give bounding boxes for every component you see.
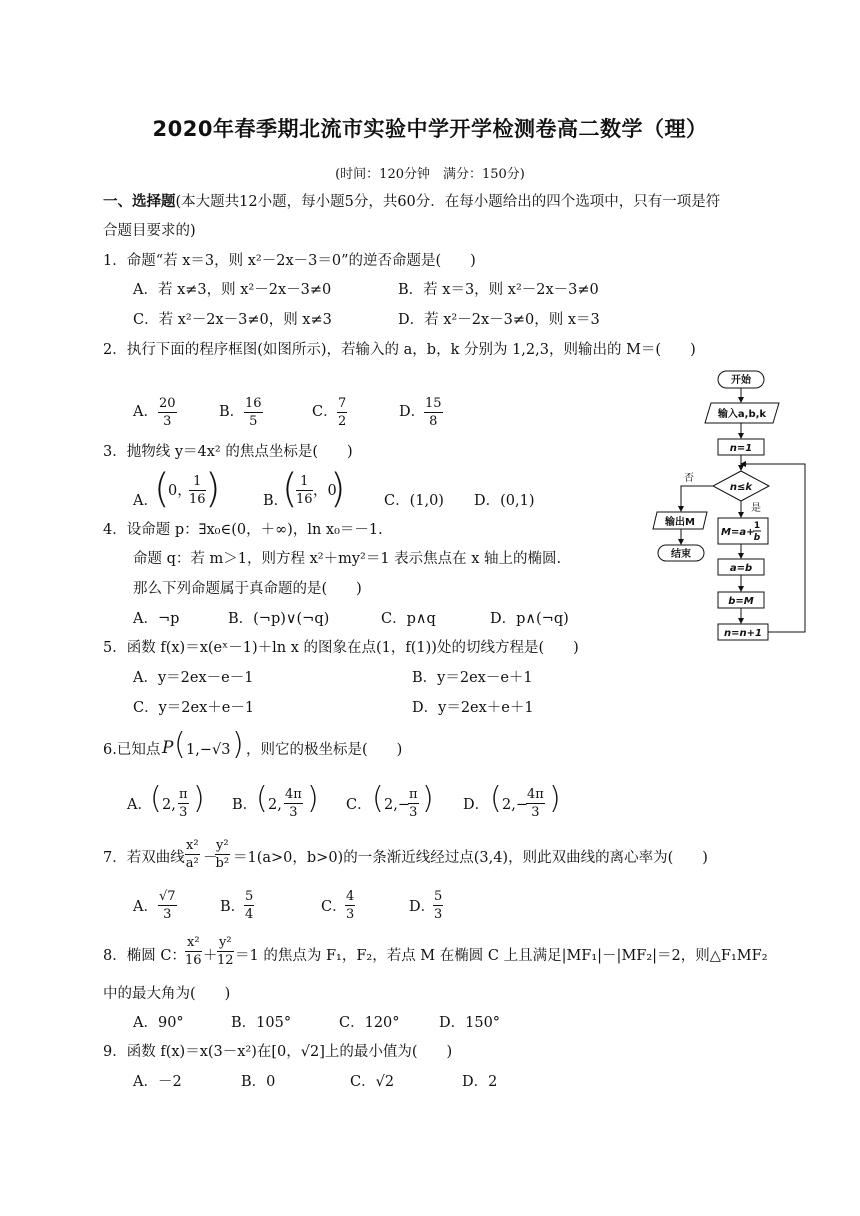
q7-frac-d: 5 3 — [434, 889, 443, 922]
q5-option-d: D．y＝2ex＋e＋1 — [412, 700, 534, 716]
q7-label-b: B． — [220, 899, 246, 915]
q6-paren-c-close: ) — [422, 781, 434, 816]
q6-label-b: B． — [232, 797, 258, 813]
q5-option-a: A．y＝2ex－e－1 — [133, 670, 254, 686]
q8-option-a: A．90° — [133, 1015, 184, 1031]
flowchart-init-label: n=1 — [729, 443, 753, 454]
q3-option-d: D．(0,1) — [474, 493, 535, 509]
flowchart-no-label: 否 — [684, 473, 694, 484]
q6-label-c: C． — [346, 797, 372, 813]
q3-paren-b-open: ( — [282, 466, 298, 512]
q8-option-d: D．150° — [439, 1015, 501, 1031]
flowchart-input-label: 输入a,b,k — [717, 409, 767, 420]
q3-paren-a-close: ) — [205, 466, 221, 512]
q6-frac-c: π 3 — [409, 787, 418, 820]
flowchart-step-n-label: n=n+1 — [724, 628, 762, 639]
q1-option-a: A．若 x≠3，则 x²－2x－3≠0 — [133, 282, 332, 298]
page-title: 2020年春季期北流市实验中学开学检测卷高二数学（理） — [152, 117, 708, 141]
flowchart-step-m-label: M=a+ — [721, 527, 755, 538]
q7-label-a: A． — [133, 899, 158, 915]
q6-label-a: A． — [127, 797, 152, 813]
q5-stem: 5．函数 f(x)＝x(eˣ－1)＋ln x 的图象在点(1，f(1))处的切线方程是( ) — [103, 640, 579, 656]
section-heading-line — [103, 193, 720, 211]
q6-paren-a-close: ) — [193, 781, 205, 816]
q4-option-c: C．p∧q — [381, 611, 436, 627]
flowchart-condition-label: n≤k — [729, 482, 753, 493]
q6-c-pre: 2,− — [384, 797, 410, 813]
q4-option-a: A．¬p — [133, 611, 180, 627]
q2-frac-b: 16 5 — [245, 396, 262, 429]
q3-a-pre: 0， — [168, 483, 192, 499]
q6-point-coords: 1,−√3 — [186, 742, 231, 758]
q6-frac-d: 4π 3 — [527, 787, 544, 820]
section-description-cont: 合题目要求的) — [103, 223, 196, 239]
q4-stem: 4．设命题 p：∃x₀∈(0，＋∞)，ln x₀＝－1. — [103, 522, 383, 538]
q8-stem-pre: 8．椭圆 C： — [103, 948, 186, 964]
flowchart-yes-label: 是 — [751, 503, 761, 514]
q7-frac-b: 5 4 — [245, 889, 254, 922]
q6-stem-pre: 6.已知点 — [103, 742, 161, 758]
q7-frac-a: √7 3 — [159, 889, 176, 922]
q3-stem: 3．抛物线 y＝4x² 的焦点坐标是( ) — [103, 444, 353, 460]
q6-paren-d-close: ) — [549, 781, 561, 816]
q6-a-pre: 2, — [162, 797, 176, 813]
q7-minus: － — [203, 850, 218, 866]
section-description: (本大题共12小题，每小题5分，共60分．在每小题给出的四个选项中，只有一项是符 — [175, 194, 721, 210]
q8-frac-y: y² 12 — [217, 935, 234, 968]
program-flowchart — [645, 362, 845, 652]
q6-point-paren-close: ) — [232, 727, 244, 762]
q3-paren-a-open: ( — [154, 466, 170, 512]
q3-frac-b: 1 16 — [296, 474, 313, 507]
flowchart-step-m-frac-n: 1 — [753, 521, 761, 531]
q1-option-b: B．若 x＝3，则 x²－2x－3≠0 — [398, 282, 599, 298]
q2-frac-a: 20 3 — [159, 396, 176, 429]
q8-plus: ＋ — [203, 948, 218, 964]
q1-option-d: D．若 x²－2x－3≠0，则 x＝3 — [398, 312, 600, 328]
q3-paren-b-close: ) — [330, 466, 346, 512]
q6-b-pre: 2, — [268, 797, 282, 813]
q5-option-b: B．y＝2ex－e＋1 — [412, 670, 533, 686]
q6-paren-d-open: ( — [490, 781, 502, 816]
section-heading: 一、选择题 — [103, 194, 176, 210]
q9-option-b: B．0 — [241, 1074, 276, 1090]
q2-label-a: A． — [133, 404, 158, 420]
flowchart-step-m-frac-d: b — [753, 533, 761, 543]
q6-point-name: P — [162, 738, 174, 758]
q8-option-b: B．105° — [231, 1015, 292, 1031]
q7-stem-post: ＝1(a>0，b>0)的一条渐近线经过点(3,4)，则此双曲线的离心率为( ) — [233, 850, 708, 866]
flowchart-start-label: 开始 — [731, 375, 751, 386]
q8-frac-x: x² 16 — [185, 935, 202, 968]
q9-option-d: D．2 — [462, 1074, 498, 1090]
q7-stem-pre: 7．若双曲线 — [103, 850, 185, 866]
q6-paren-a-open: ( — [150, 781, 162, 816]
q6-paren-c-open: ( — [372, 781, 384, 816]
q3-option-c: C．(1,0) — [384, 493, 444, 509]
q7-frac-y: y² b² — [215, 838, 230, 871]
q3-b-post: ，0 — [313, 483, 337, 499]
q9-option-c: C．√2 — [350, 1074, 395, 1090]
q7-frac-x: x² a² — [185, 838, 199, 871]
q7-label-c: C． — [321, 899, 347, 915]
q6-d-pre: 2,− — [502, 797, 528, 813]
q2-label-d: D． — [399, 404, 426, 420]
q5-option-c: C．y＝2ex＋e－1 — [133, 700, 255, 716]
page-subtitle: (时间：120分钟 满分：150分) — [335, 167, 525, 182]
q7-label-d: D． — [409, 899, 436, 915]
flowchart-end-label: 结束 — [671, 549, 691, 560]
q4-option-b: B．(¬p)∨(¬q) — [228, 611, 330, 627]
q8-stem-post: ＝1 的焦点为 F₁，F₂，若点 M 在椭圆 C 上且满足|MF₁|－|MF₂|＝2，则△F₁MF₂ — [235, 948, 768, 964]
q4-option-d: D．p∧(¬q) — [490, 611, 569, 627]
q6-frac-a: π 3 — [179, 787, 188, 820]
q6-stem-post: ，则它的极坐标是( ) — [246, 742, 403, 758]
flowchart-step-a-label: a=b — [729, 563, 753, 574]
q6-paren-b-open: ( — [256, 781, 268, 816]
q8-option-c: C．120° — [339, 1015, 400, 1031]
q4-line2: 命题 q：若 m＞1，则方程 x²＋my²＝1 表示焦点在 x 轴上的椭圆. — [133, 551, 562, 567]
q1-option-c: C．若 x²－2x－3≠0，则 x≠3 — [133, 312, 332, 328]
q4-line3: 那么下列命题属于真命题的是( ) — [133, 581, 362, 597]
q2-label-b: B． — [219, 404, 245, 420]
q7-frac-c: 4 3 — [346, 889, 355, 922]
q6-point-paren-open: ( — [174, 727, 186, 762]
q2-stem: 2．执行下面的程序框图(如图所示)，若输入的 a，b，k 分别为 1,2,3，则输出的 M＝( ) — [103, 342, 696, 358]
q1-stem: 1．命题“若 x＝3，则 x²－2x－3＝0”的逆否命题是( ) — [103, 253, 476, 269]
flowchart-output-label: 输出M — [665, 517, 695, 528]
flowchart-step-b-label: b=M — [728, 596, 754, 607]
q2-label-c: C． — [312, 404, 338, 420]
q3-label-a: A． — [133, 493, 158, 509]
q2-frac-d: 15 8 — [425, 396, 442, 429]
q8-line2: 中的最大角为( ) — [103, 986, 231, 1002]
q6-paren-b-close: ) — [307, 781, 319, 816]
q6-frac-b: 4π 3 — [285, 787, 302, 820]
q9-option-a: A．－2 — [133, 1074, 182, 1090]
q2-frac-c: 7 2 — [338, 396, 347, 429]
q9-stem: 9．函数 f(x)＝x(3－x²)在[0，√2]上的最小值为( ) — [103, 1044, 453, 1060]
q6-label-d: D． — [463, 797, 490, 813]
q3-frac-a: 1 16 — [189, 474, 206, 507]
q3-label-b: B． — [263, 493, 289, 509]
